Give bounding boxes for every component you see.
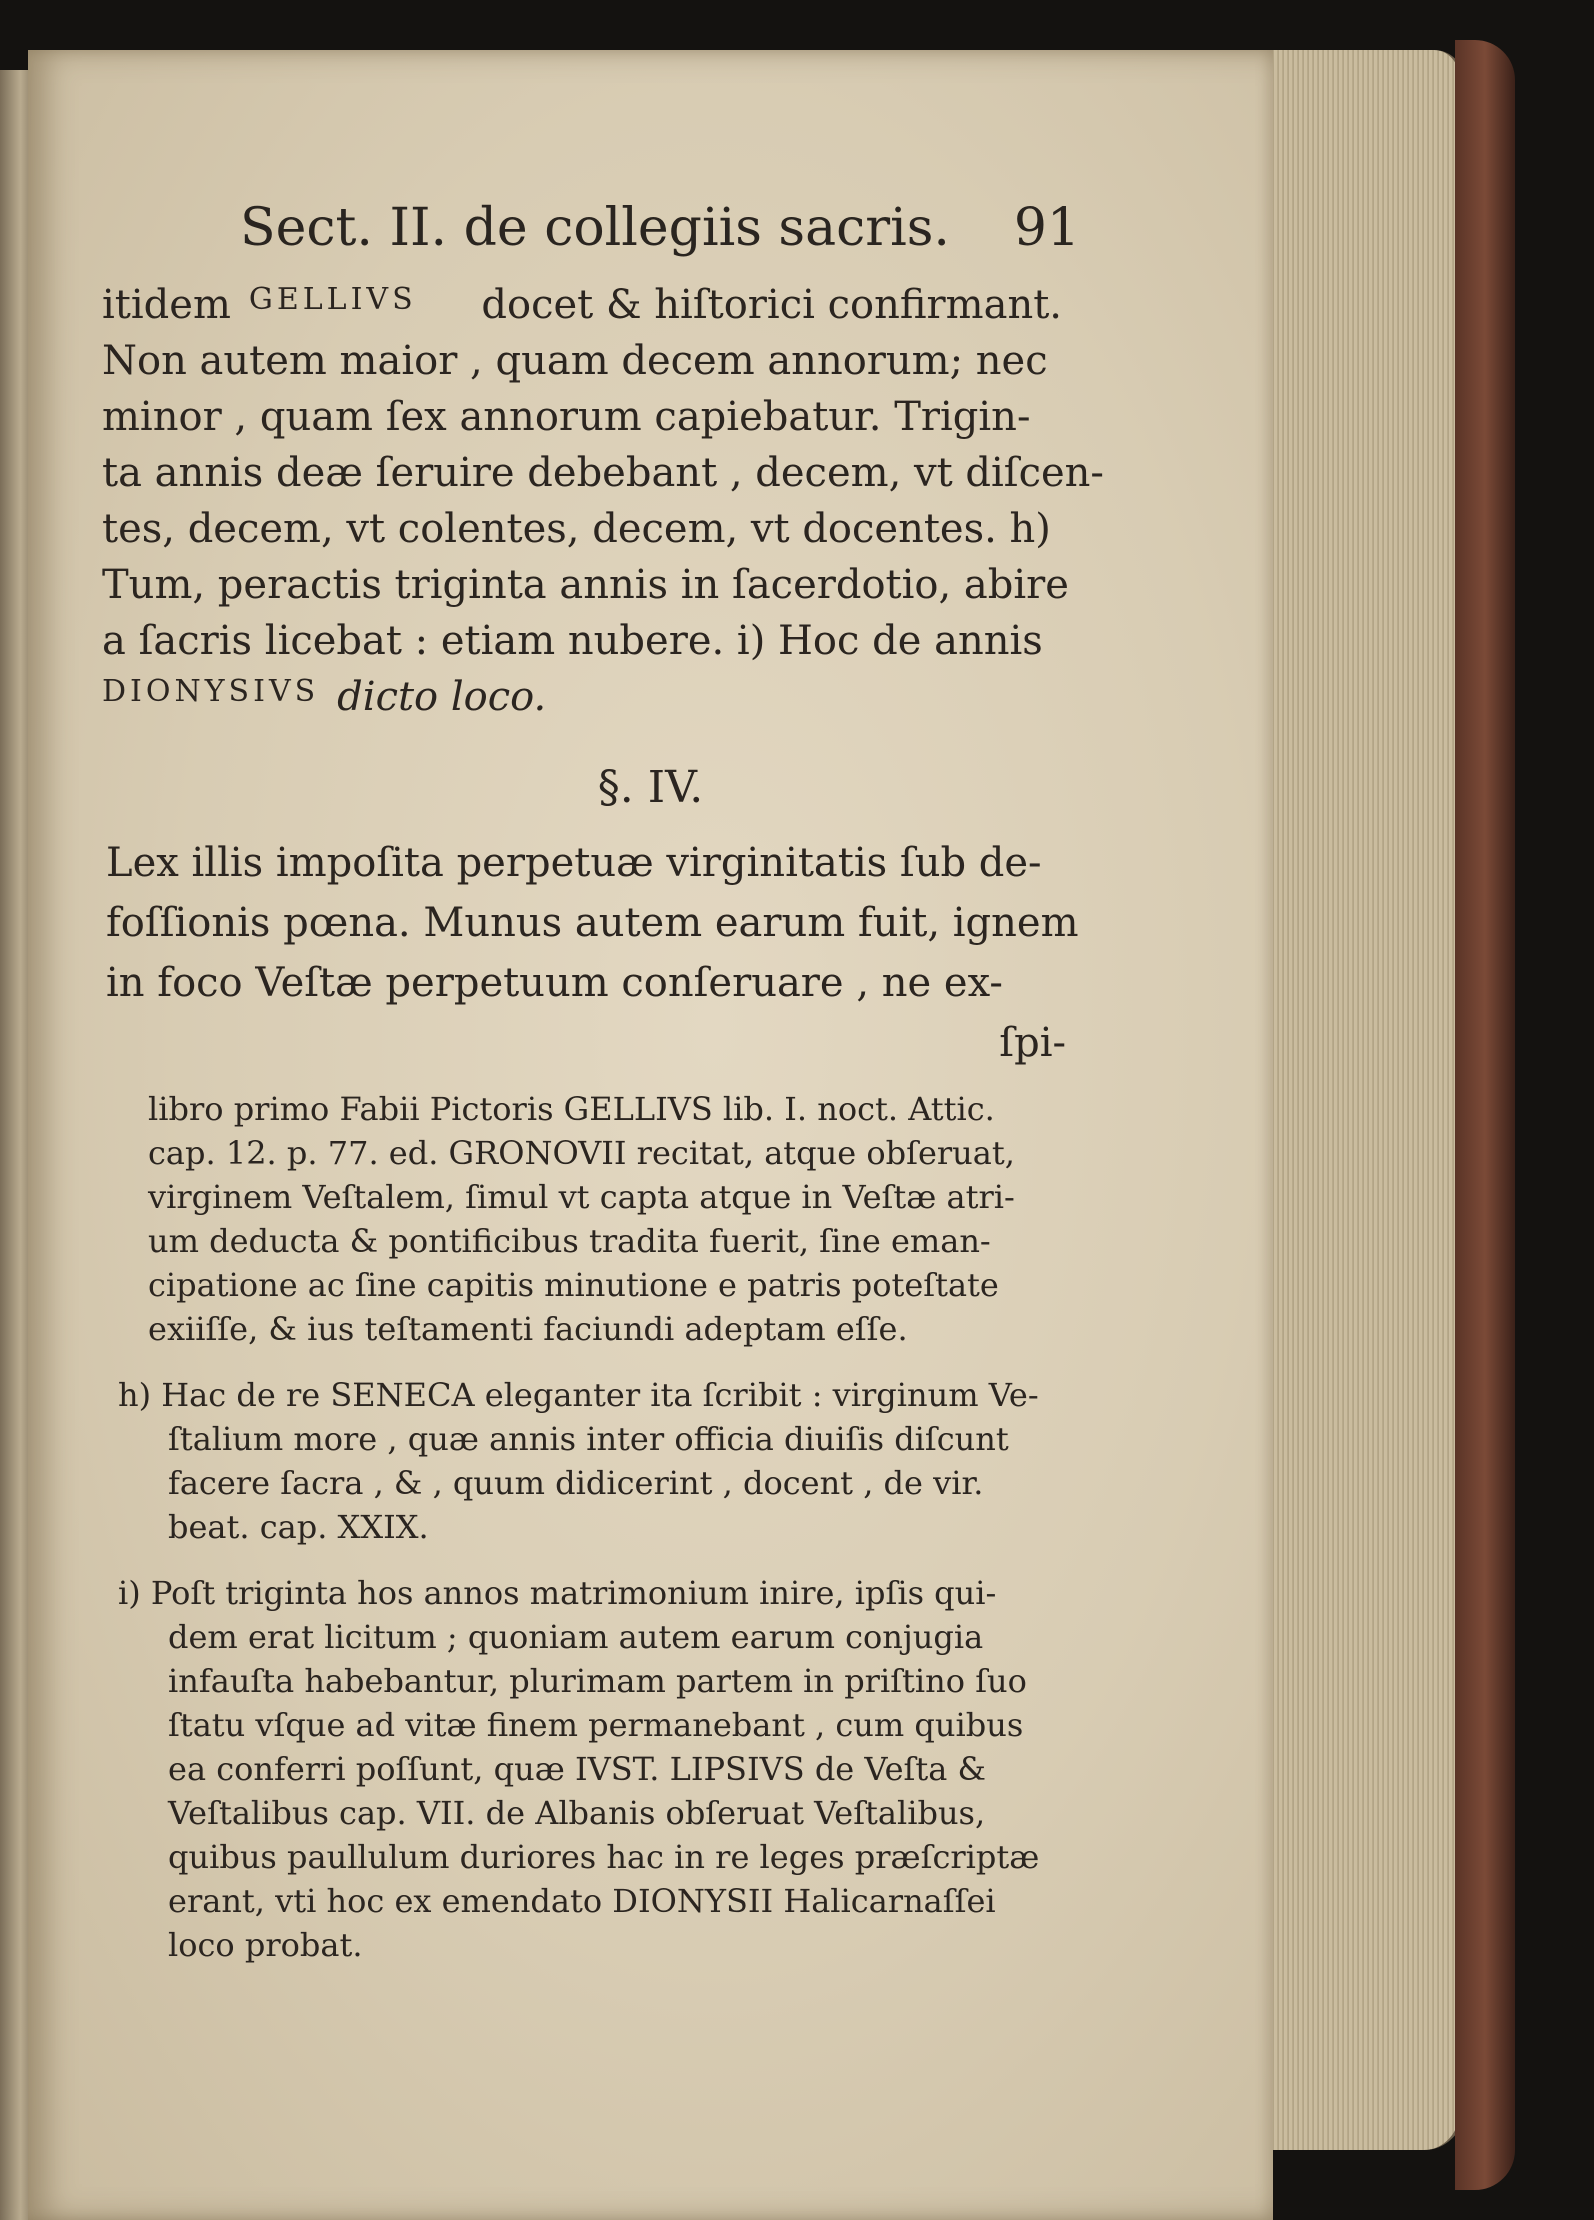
note-line: exiiſſe, & ius teſtamenti faciundi adeptam eſſe.	[148, 1310, 908, 1348]
note-line: ſtalium more , quæ annis inter officia diuiſis diſcunt	[168, 1420, 1009, 1458]
note-line: erant, vti hoc ex emendato DIONYSII Halicarnaſſei	[168, 1882, 996, 1920]
note-line: loco probat.	[168, 1926, 363, 1964]
note-line: quibus paullulum duriores hac in re leges præſcriptæ	[168, 1838, 1040, 1876]
book	[0, 40, 1594, 2220]
text-line: minor , quam ſex annorum capiebatur. Trigin-	[102, 394, 1031, 440]
note-line: ea conferri poſſunt, quæ IVST. LIPSIVS de Veſta &	[168, 1750, 986, 1788]
note-line: cipatione ac ſine capitis minutione e patris poteſtate	[148, 1266, 999, 1304]
body-text-part1	[102, 282, 1104, 730]
text-line: ta annis deæ ſeruire debebant , decem, vt diſcen-	[102, 450, 1104, 496]
footnotes	[118, 1090, 1078, 1992]
text-line: itidem GELLIVS docet & hiſtorici confirmant.	[102, 282, 1062, 328]
text-line: Tum, peractis triginta annis in ſacerdotio, abire	[102, 562, 1069, 608]
page-block-edge	[1245, 50, 1464, 2150]
page	[28, 50, 1273, 2220]
book-cover	[1455, 40, 1515, 2190]
text-line: tes, decem, vt colentes, decem, vt docentes. h)	[102, 506, 1051, 552]
footnote-h	[118, 1376, 1078, 1552]
body-text-part2	[106, 840, 1079, 1080]
text-line: foſſionis pœna. Munus autem earum fuit, ignem	[106, 900, 1079, 946]
note-line: beat. cap. XXIX.	[168, 1508, 429, 1546]
text-line: in foco Veſtæ perpetuum conſeruare , ne ex-	[106, 960, 1003, 1006]
catchword: ſpi-	[999, 1020, 1066, 1066]
running-title: Sect. II. de collegiis sacris.	[240, 198, 950, 258]
note-line: h) Hac de re SENECA eleganter ita ſcribit : virginum Ve-	[118, 1376, 1039, 1414]
note-line: facere ſacra , & , quum didicerint , docent , de vir.	[168, 1464, 984, 1502]
text-line: a ſacris licebat : etiam nubere. i) Hoc de annis	[102, 618, 1043, 664]
text-line: DIONYSIVS dicto loco.	[102, 674, 547, 720]
page-number: 91	[1013, 198, 1080, 258]
running-header	[240, 198, 1080, 258]
note-line: um deducta & pontificibus tradita fuerit, ſine eman-	[148, 1222, 991, 1260]
note-line: i) Poſt triginta hos annos matrimonium inire, ipſis qui-	[118, 1574, 997, 1612]
note-line: ſtatu vſque ad vitæ finem permanebant , cum quibus	[168, 1706, 1024, 1744]
note-line: virginem Veſtalem, ſimul vt capta atque in Veſtæ atri-	[148, 1178, 1015, 1216]
text-line: Lex illis impoſita perpetuæ virginitatis ſub de-	[106, 840, 1042, 886]
note-line: libro primo Fabii Pictoris GELLIVS lib. I. noct. Attic.	[148, 1090, 995, 1128]
note-line: infauſta habebantur, plurimam partem in priſtino ſuo	[168, 1662, 1027, 1700]
note-line: Veſtalibus cap. VII. de Albanis obſeruat Veſtalibus,	[168, 1794, 986, 1832]
text-line: Non autem maior , quam decem annorum; nec	[102, 338, 1048, 384]
footnote-i	[118, 1574, 1078, 1970]
footnote-continuation	[118, 1090, 1078, 1354]
section-heading: §. IV.	[597, 762, 704, 813]
note-line: cap. 12. p. 77. ed. GRONOVII recitat, atque obſeruat,	[148, 1134, 1015, 1172]
note-line: dem erat licitum ; quoniam autem earum conjugia	[168, 1618, 984, 1656]
